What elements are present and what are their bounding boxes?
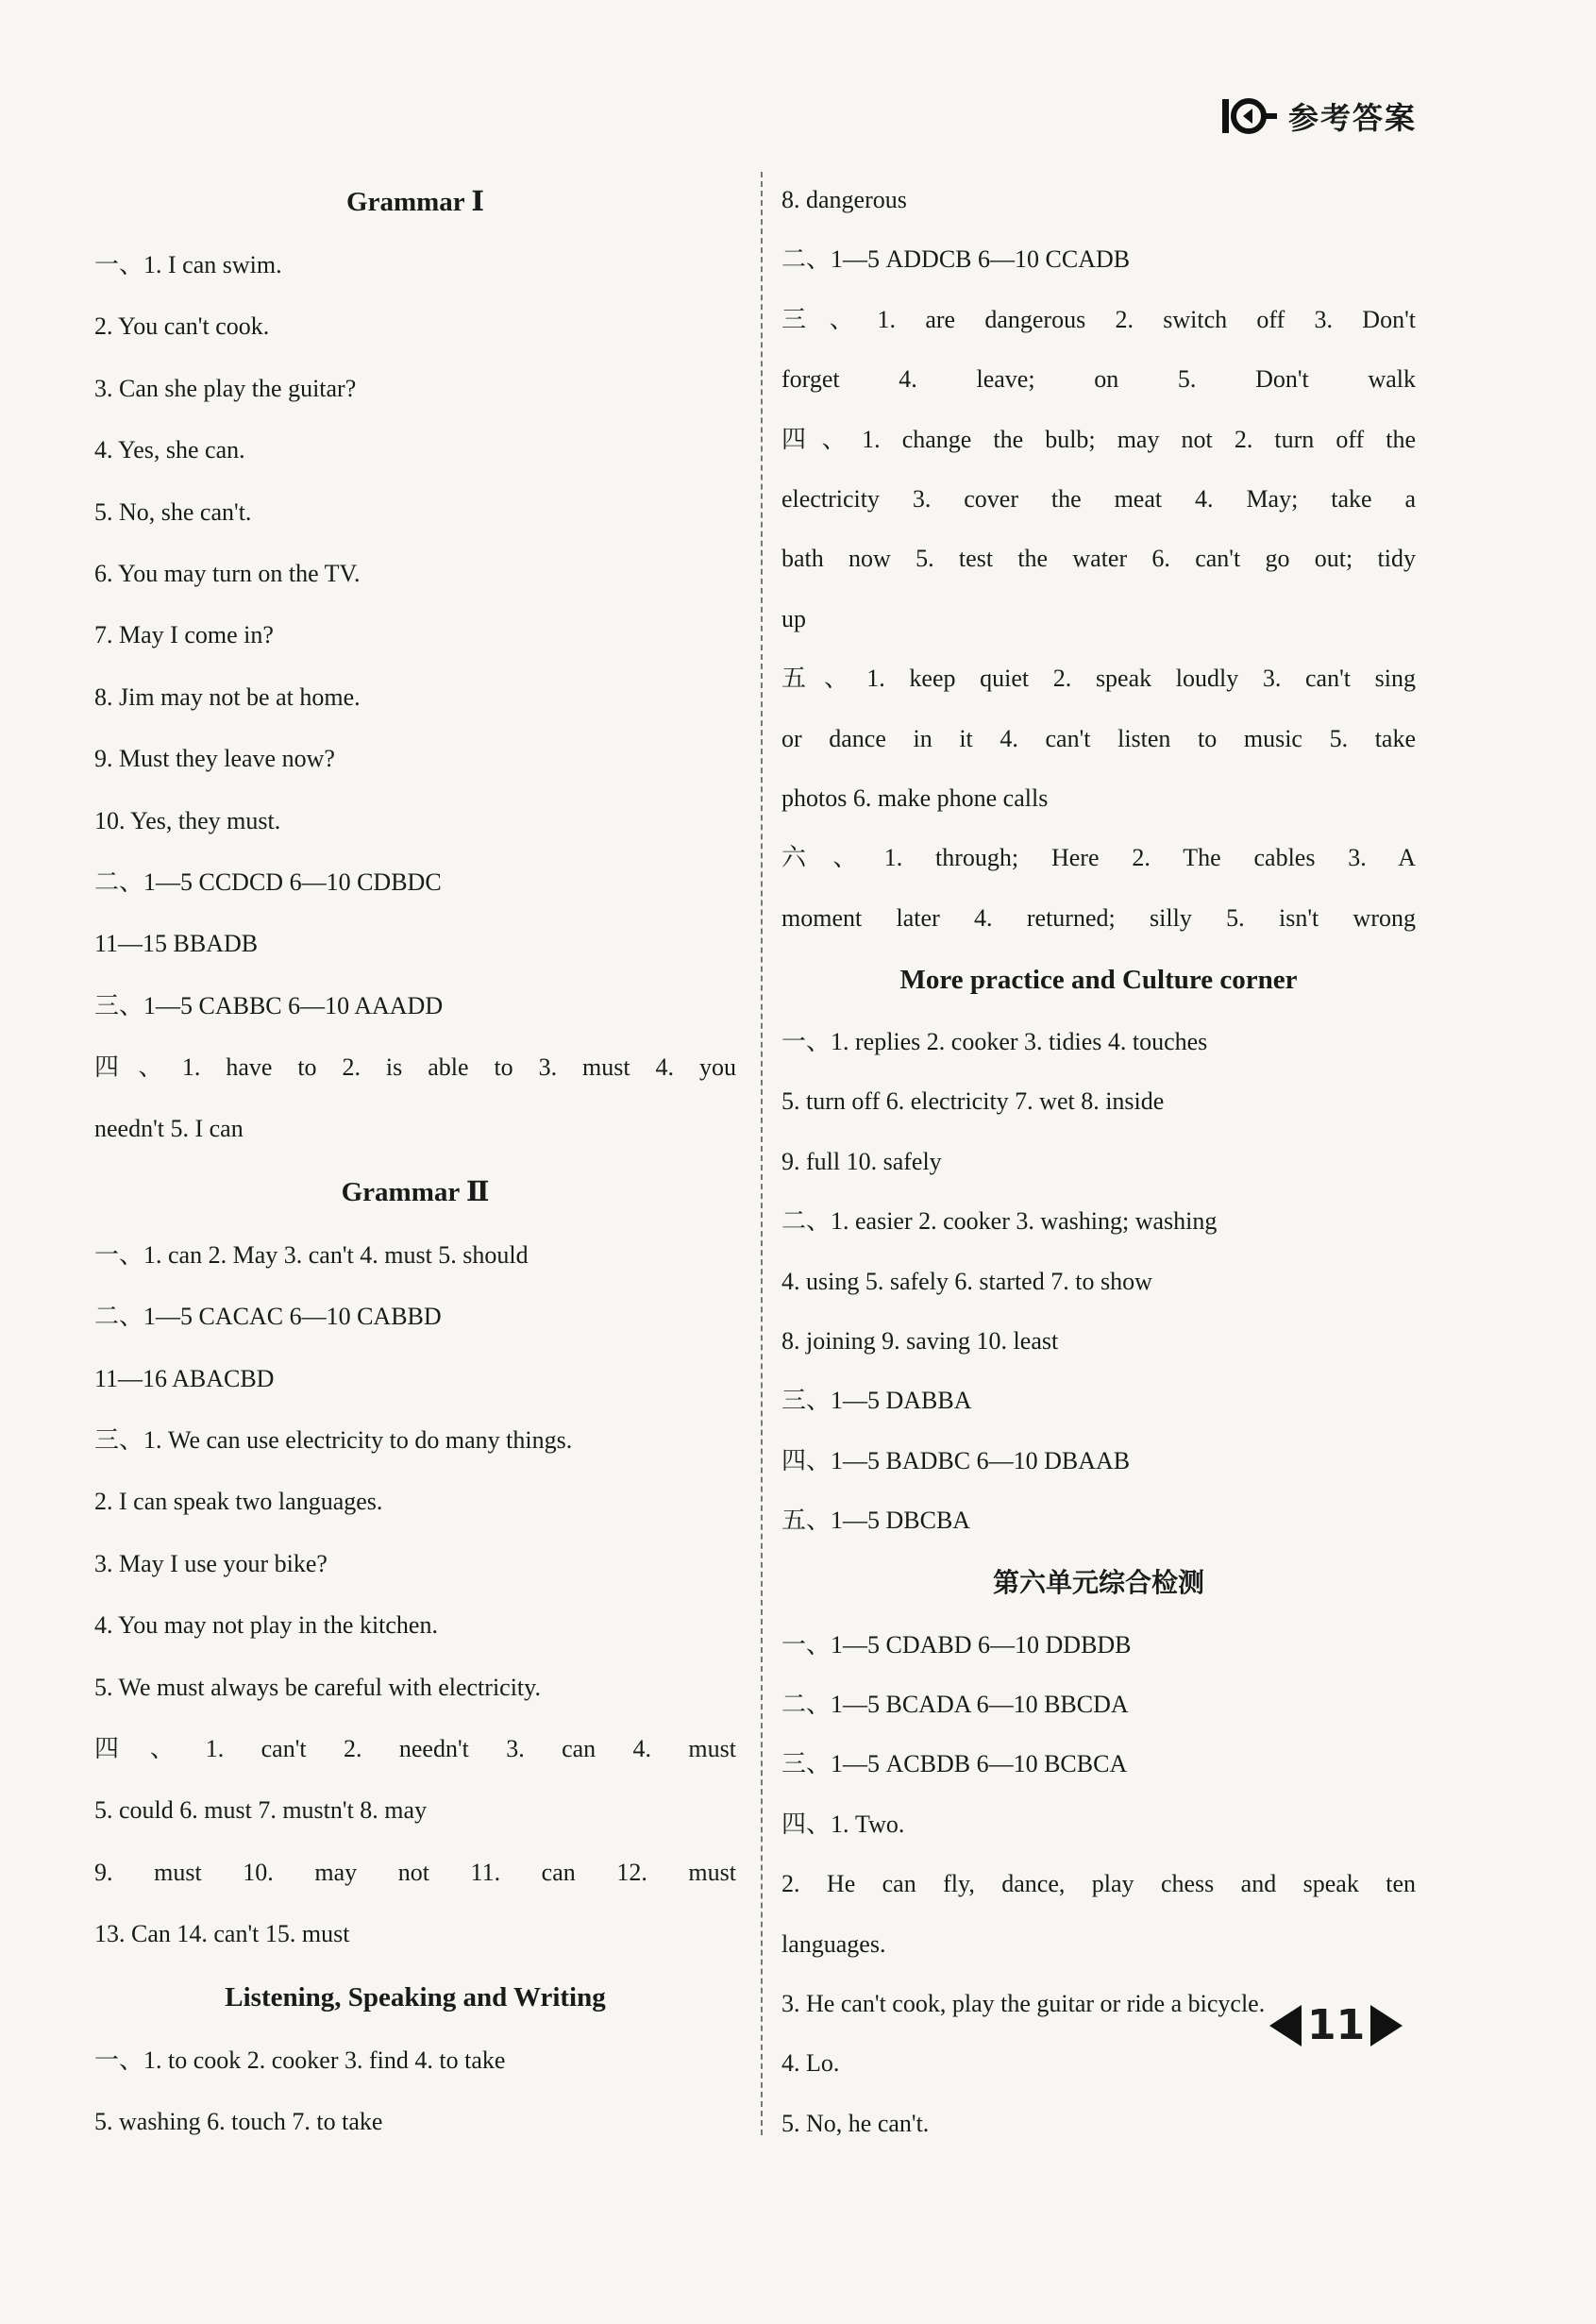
answer-line: 一、1. replies 2. cooker 3. tidies 4. touches	[781, 1028, 1208, 1056]
answer-line: 11—16 ABACBD	[94, 1364, 275, 1392]
answer-line: 8. Jim may not be at home.	[94, 682, 361, 711]
answer-line: 一、1. to cook 2. cooker 3. find 4. to take	[94, 2046, 506, 2074]
answer-line: 2. He can fly, dance, play chess and speak ten	[781, 1870, 1416, 1898]
answer-line: up	[781, 604, 806, 632]
continued-answers	[781, 170, 1416, 948]
answer-line: languages.	[781, 1929, 886, 1958]
grammar-2-answers	[94, 1224, 736, 1965]
answer-line: 二、1. easier 2. cooker 3. washing; washing	[781, 1207, 1218, 1236]
answer-line: 3. He can't cook, play the guitar or ride a bicycle.	[781, 1989, 1266, 2017]
answer-line: 一、1—5 CDABD 6—10 DDBDB	[781, 1630, 1132, 1659]
answer-line: 5. turn off 6. electricity 7. wet 8. inside	[781, 1087, 1165, 1116]
section-heading-more-practice: More practice and Culture corner	[899, 965, 1298, 996]
answer-line: 一、1. can 2. May 3. can't 4. must 5. should	[94, 1240, 529, 1269]
answer-line: 五、1. keep quiet 2. speak loudly 3. can't sing	[781, 665, 1416, 693]
answer-line: 4. Yes, she can.	[94, 436, 245, 464]
answer-line: 二、1—5 CACAC 6—10 CABBD	[94, 1303, 442, 1331]
answer-line: 13. Can 14. can't 15. must	[94, 1920, 350, 1948]
answer-line: 三、1—5 DABBA	[781, 1387, 972, 1415]
answer-line: 9. must 10. may not 11. can 12. must	[94, 1858, 736, 1886]
answer-line: 四、1. Two.	[781, 1810, 905, 1838]
answer-line: 三、1. We can use electricity to do many things.	[94, 1426, 573, 1455]
answer-line: 4. You may not play in the kitchen.	[94, 1611, 438, 1640]
answer-line: 3. Can she play the guitar?	[94, 374, 357, 402]
answer-line: 二、1—5 CCDCD 6—10 CDBDC	[94, 867, 442, 896]
answer-line: 2. You can't cook.	[94, 312, 270, 341]
answer-line: 11—15 BBADB	[94, 930, 259, 958]
answer-line: photos 6. make phone calls	[781, 783, 1049, 812]
answer-line: 4. using 5. safely 6. started 7. to show	[781, 1267, 1152, 1295]
answer-line: 3. May I use your bike?	[94, 1549, 328, 1577]
answer-line: 8. dangerous	[781, 186, 907, 213]
answer-line: 9. full 10. safely	[781, 1147, 942, 1175]
answer-line: forget 4. leave; on 5. Don't walk	[781, 365, 1416, 394]
section-heading-listening: Listening, Speaking and Writing	[225, 1981, 606, 2012]
answer-line: 一、1. I can swim.	[94, 251, 282, 278]
answer-line: 5. washing 6. touch 7. to take	[94, 2107, 383, 2135]
section-heading-unit-6: 第六单元综合检测	[992, 1566, 1204, 1598]
section-heading-grammar-1: Grammar Ⅰ	[346, 187, 484, 217]
answer-line: 四、1. change the bulb; may not 2. turn off the	[781, 425, 1416, 453]
answer-line: 7. May I come in?	[94, 621, 274, 649]
answer-line: 四、1. can't 2. needn't 3. can 4. must	[94, 1734, 736, 1762]
answer-line: or dance in it 4. can't listen to music 5. take	[781, 724, 1416, 752]
listening-answers	[94, 2029, 736, 2153]
answer-line: needn't 5. I can	[94, 1115, 244, 1143]
answer-line: 三、1. are dangerous 2. switch off 3. Don't	[781, 305, 1416, 333]
answer-line: 二、1—5 ADDCB 6—10 CCADB	[781, 245, 1131, 274]
answer-line: 二、1—5 BCADA 6—10 BBCDA	[781, 1690, 1129, 1718]
kq-logo-icon	[1220, 95, 1279, 137]
right-column	[781, 170, 1416, 2153]
grammar-1-answers	[94, 234, 736, 1160]
answer-line: 三、1—5 CABBC 6—10 AAADD	[94, 991, 444, 1019]
section-heading-grammar-2: Grammar Ⅱ	[341, 1176, 490, 1207]
page-number-text: 11	[1307, 2001, 1366, 2049]
answer-line: 5. could 6. must 7. mustn't 8. may	[94, 1796, 428, 1825]
answer-line: 三、1—5 ACBDB 6—10 BCBCA	[781, 1750, 1128, 1778]
next-triangle-icon	[1370, 2005, 1403, 2046]
answer-line: bath now 5. test the water 6. can't go out; tidy	[781, 545, 1416, 573]
answer-line: 4. Lo.	[781, 2049, 840, 2078]
answer-line: 四、1—5 BADBC 6—10 DBAAB	[781, 1446, 1131, 1474]
header-title: 参考答案	[1287, 100, 1417, 136]
left-column	[94, 170, 736, 2152]
answer-line: 6. You may turn on the TV.	[94, 559, 361, 587]
answer-line: 5. We must always be careful with electricity.	[94, 1673, 541, 1701]
answer-line: electricity 3. cover the meat 4. May; take a	[781, 484, 1416, 513]
page-number	[1269, 2001, 1403, 2049]
answer-line: 四、1. have to 2. is able to 3. must 4. you	[94, 1053, 736, 1082]
column-divider	[761, 172, 763, 2135]
answer-line: 六、1. through; Here 2. The cables 3. A	[781, 844, 1416, 872]
answer-line: 五、1—5 DBCBA	[781, 1507, 971, 1535]
unit-6-answers	[781, 1615, 1416, 2154]
answer-line: 5. No, he can't.	[781, 2109, 930, 2137]
page-header	[1220, 94, 1417, 138]
more-practice-answers	[781, 1012, 1416, 1551]
answer-line: 8. joining 9. saving 10. least	[781, 1327, 1059, 1356]
prev-triangle-icon	[1269, 2005, 1302, 2046]
answer-line: 5. No, she can't.	[94, 497, 252, 526]
answer-line: 9. Must they leave now?	[94, 745, 335, 773]
answer-line: 10. Yes, they must.	[94, 806, 281, 834]
answer-line: 2. I can speak two languages.	[94, 1488, 383, 1516]
answer-line: moment later 4. returned; silly 5. isn't wrong	[781, 903, 1416, 932]
